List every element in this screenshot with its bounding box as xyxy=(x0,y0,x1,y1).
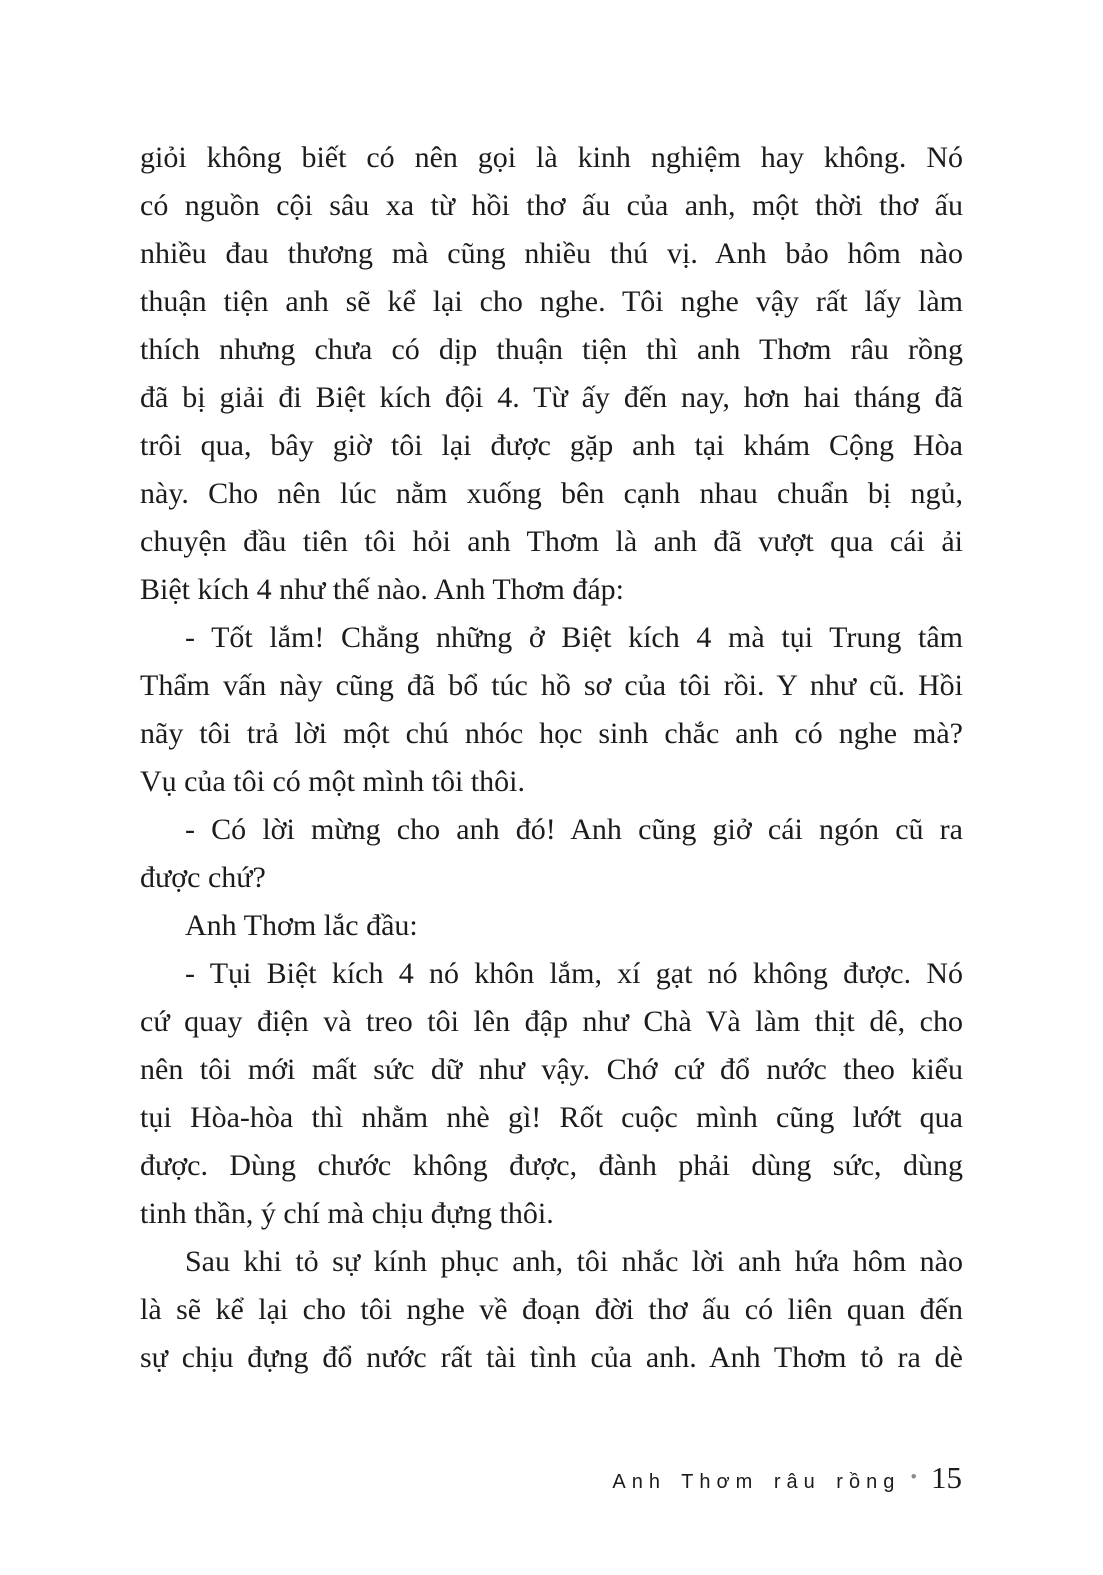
text-line: - Tốt lắm! Chẳng những ở Biệt kích 4 mà tụi Trung tâm xyxy=(185,621,963,654)
paragraph xyxy=(140,902,963,950)
text-line: được. Dùng chước không được, đành phải dùng sức, dùng xyxy=(140,1149,963,1182)
page-footer xyxy=(612,1460,962,1496)
text-line: tinh thần, ý chí mà chịu đựng thôi. xyxy=(140,1197,554,1230)
text-line: chuyện đầu tiên tôi hỏi anh Thơm là anh đã vượt qua cái ải xyxy=(140,525,963,558)
text-line: có nguồn cội sâu xa từ hồi thơ ấu của anh, một thời thơ ấu xyxy=(140,189,963,222)
text-line: trôi qua, bây giờ tôi lại được gặp anh tại khám Cộng Hòa xyxy=(140,429,963,462)
text-line: này. Cho nên lúc nằm xuống bên cạnh nhau chuẩn bị ngủ, xyxy=(140,477,963,510)
text-line: thuận tiện anh sẽ kể lại cho nghe. Tôi nghe vậy rất lấy làm xyxy=(140,285,963,318)
paragraph xyxy=(140,134,963,614)
paragraph xyxy=(140,1238,963,1382)
text-line: đã bị giải đi Biệt kích đội 4. Từ ấy đến nay, hơn hai tháng đã xyxy=(140,381,963,414)
page-number: 15 xyxy=(931,1460,962,1495)
text-line: - Tụi Biệt kích 4 nó khôn lắm, xí gạt nó không được. Nó xyxy=(185,957,963,990)
paragraph xyxy=(140,806,963,902)
text-line: nhiều đau thương mà cũng nhiều thú vị. Anh bảo hôm nào xyxy=(140,237,963,270)
text-line: Thẩm vấn này cũng đã bổ túc hồ sơ của tôi rồi. Y như cũ. Hồi xyxy=(140,669,963,702)
running-title: Anh Thơm râu rồng xyxy=(612,1471,901,1493)
paragraph xyxy=(140,614,963,806)
text-line: được chứ? xyxy=(140,861,266,894)
text-line: thích nhưng chưa có dịp thuận tiện thì anh Thơm râu rồng xyxy=(140,333,963,366)
text-line: - Có lời mừng cho anh đó! Anh cũng giở cái ngón cũ ra xyxy=(185,813,963,846)
text-line: Vụ của tôi có một mình tôi thôi. xyxy=(140,765,525,798)
text-line: Anh Thơm lắc đầu: xyxy=(185,909,418,942)
text-line: sự chịu đựng đổ nước rất tài tình của anh. Anh Thơm tỏ ra dè xyxy=(140,1341,963,1374)
paragraph xyxy=(140,950,963,1238)
text-line: giỏi không biết có nên gọi là kinh nghiệm hay không. Nó xyxy=(140,141,963,174)
body-text xyxy=(140,134,963,1382)
text-line: nên tôi mới mất sức dữ như vậy. Chớ cứ đổ nước theo kiểu xyxy=(140,1053,963,1086)
text-line: là sẽ kể lại cho tôi nghe về đoạn đời thơ ấu có liên quan đến xyxy=(140,1293,963,1326)
text-line: Biệt kích 4 như thế nào. Anh Thơm đáp: xyxy=(140,573,625,606)
text-line: tụi Hòa-hòa thì nhằm nhè gì! Rốt cuộc mình cũng lướt qua xyxy=(140,1101,963,1134)
text-line: nãy tôi trả lời một chú nhóc học sinh chắc anh có nghe mà? xyxy=(140,717,963,750)
text-line: Sau khi tỏ sự kính phục anh, tôi nhắc lời anh hứa hôm nào xyxy=(185,1245,963,1278)
separator-dot-icon: • xyxy=(910,1467,917,1488)
text-line: cứ quay điện và treo tôi lên đập như Chà Và làm thịt dê, cho xyxy=(140,1005,963,1038)
